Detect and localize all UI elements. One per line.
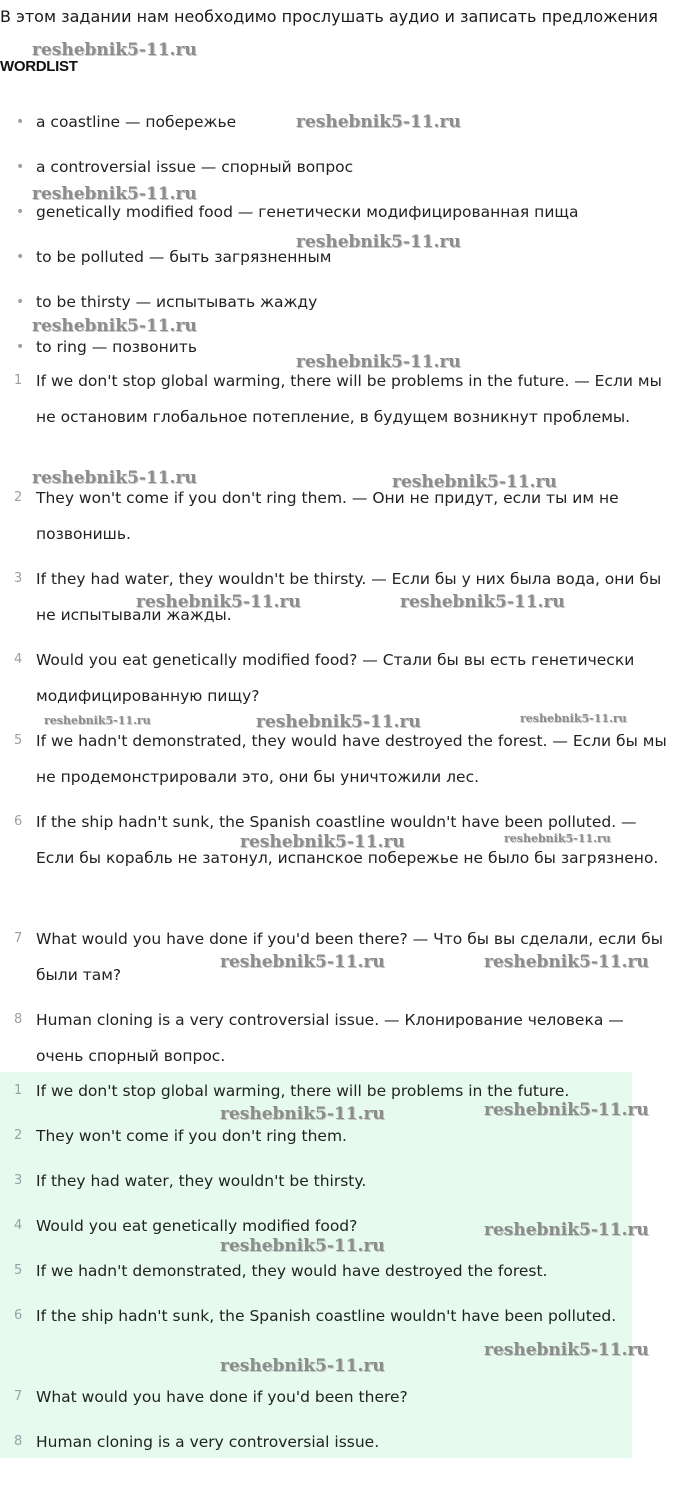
item-number: 7 bbox=[14, 931, 23, 946]
bullet-icon: • bbox=[16, 339, 25, 355]
watermark: reshebnik5-11.ru bbox=[240, 832, 405, 852]
watermark: reshebnik5-11.ru bbox=[256, 712, 421, 732]
answer-text: If we hadn't demonstrated, they would have destroyed the forest. bbox=[36, 1262, 548, 1280]
watermark: reshebnik5-11.ru bbox=[32, 468, 197, 488]
translation-text: If the ship hadn't sunk, the Spanish coastline wouldn't have been polluted. — Если бы корабль не затонул, испанское побережье не было бы загрязнено. bbox=[36, 813, 659, 867]
wordlist-item-text: to be thirsty — испытывать жажду bbox=[36, 293, 318, 311]
item-number: 1 bbox=[14, 373, 23, 388]
answer-text: What would you have done if you'd been there? bbox=[36, 1388, 408, 1406]
answer-text: If the ship hadn't sunk, the Spanish coastline wouldn't have been polluted. bbox=[36, 1307, 617, 1325]
wordlist-item-text: a coastline — побережье bbox=[36, 113, 237, 131]
watermark: reshebnik5-11.ru bbox=[392, 472, 557, 492]
bullet-icon: • bbox=[16, 249, 25, 265]
watermark: reshebnik5-11.ru bbox=[484, 1220, 649, 1240]
item-number: 7 bbox=[14, 1389, 23, 1404]
item-number: 8 bbox=[14, 1434, 23, 1449]
watermark: reshebnik5-11.ru bbox=[484, 1340, 649, 1360]
translation-text: If we don't stop global warming, there will be problems in the future. — Если мы не остановим глобальное потепление, в будущем возникнут проблемы. bbox=[36, 372, 662, 426]
item-number: 6 bbox=[14, 1308, 23, 1323]
watermark: reshebnik5-11.ru bbox=[32, 184, 197, 204]
item-number: 4 bbox=[14, 652, 23, 667]
wordlist-title: WORDLIST bbox=[0, 58, 78, 75]
watermark: reshebnik5-11.ru bbox=[296, 112, 461, 132]
item-number: 3 bbox=[14, 1173, 23, 1188]
watermark: reshebnik5-11.ru bbox=[484, 952, 649, 972]
watermark: reshebnik5-11.ru bbox=[400, 592, 565, 612]
answer-text: They won't come if you don't ring them. bbox=[36, 1127, 347, 1145]
translation-text: What would you have done if you'd been there? — Что бы вы сделали, если бы были там? bbox=[36, 930, 663, 984]
bullet-icon: • bbox=[16, 204, 25, 220]
watermark: reshebnik5-11.ru bbox=[44, 714, 151, 727]
translation-text: Would you eat genetically modified food? — Стали бы вы есть генетически модифицированную пищу? bbox=[36, 651, 635, 705]
item-number: 1 bbox=[14, 1083, 23, 1098]
wordlist-item-text: to ring — позвонить bbox=[36, 338, 198, 356]
watermark: reshebnik5-11.ru bbox=[32, 316, 197, 336]
answer-text: If they had water, they wouldn't be thirsty. bbox=[36, 1172, 367, 1190]
answer-text: If we don't stop global warming, there will be problems in the future. bbox=[36, 1082, 570, 1100]
item-number: 8 bbox=[14, 1012, 23, 1027]
translation-text: They won't come if you don't ring them. — Они не придут, если ты им не позвонишь. bbox=[36, 489, 619, 543]
intro-text: В этом задании нам необходимо прослушать аудио и записать предложения bbox=[0, 7, 658, 26]
item-number: 5 bbox=[14, 733, 23, 748]
item-number: 5 bbox=[14, 1263, 23, 1278]
watermark: reshebnik5-11.ru bbox=[136, 592, 301, 612]
wordlist-item-text: genetically modified food — генетически модифицированная пища bbox=[36, 203, 579, 221]
watermark: reshebnik5-11.ru bbox=[32, 40, 197, 60]
translation-text: If they had water, they wouldn't be thirsty. — Если бы у них была вода, они бы не испытывали жажды. bbox=[36, 570, 662, 624]
watermark: reshebnik5-11.ru bbox=[484, 1100, 649, 1120]
watermark: reshebnik5-11.ru bbox=[220, 952, 385, 972]
wordlist-item-text: to be polluted — быть загрязненным bbox=[36, 248, 332, 266]
answers-block bbox=[0, 1072, 632, 1458]
bullet-icon: • bbox=[16, 294, 25, 310]
watermark: reshebnik5-11.ru bbox=[504, 832, 611, 845]
watermark: reshebnik5-11.ru bbox=[220, 1104, 385, 1124]
item-number: 2 bbox=[14, 1128, 23, 1143]
translation-text: Human cloning is a very controversial issue. — Клонирование человека — очень спорный вопрос. bbox=[36, 1011, 624, 1065]
item-number: 2 bbox=[14, 490, 23, 505]
bullet-icon: • bbox=[16, 159, 25, 175]
watermark: reshebnik5-11.ru bbox=[220, 1356, 385, 1376]
item-number: 6 bbox=[14, 814, 23, 829]
translation-text: If we hadn't demonstrated, they would have destroyed the forest. — Если бы мы не продемонстрировали это, они бы уничтожили лес. bbox=[36, 732, 667, 786]
bullet-icon: • bbox=[16, 114, 25, 130]
watermark: reshebnik5-11.ru bbox=[220, 1236, 385, 1256]
item-number: 4 bbox=[14, 1218, 23, 1233]
watermark: reshebnik5-11.ru bbox=[296, 232, 461, 252]
answer-text: Would you eat genetically modified food? bbox=[36, 1217, 358, 1235]
item-number: 3 bbox=[14, 571, 23, 586]
watermark: reshebnik5-11.ru bbox=[520, 712, 627, 725]
answer-text: Human cloning is a very controversial issue. bbox=[36, 1433, 380, 1451]
watermark: reshebnik5-11.ru bbox=[296, 352, 461, 372]
wordlist-item-text: a controversial issue — спорный вопрос bbox=[36, 158, 354, 176]
